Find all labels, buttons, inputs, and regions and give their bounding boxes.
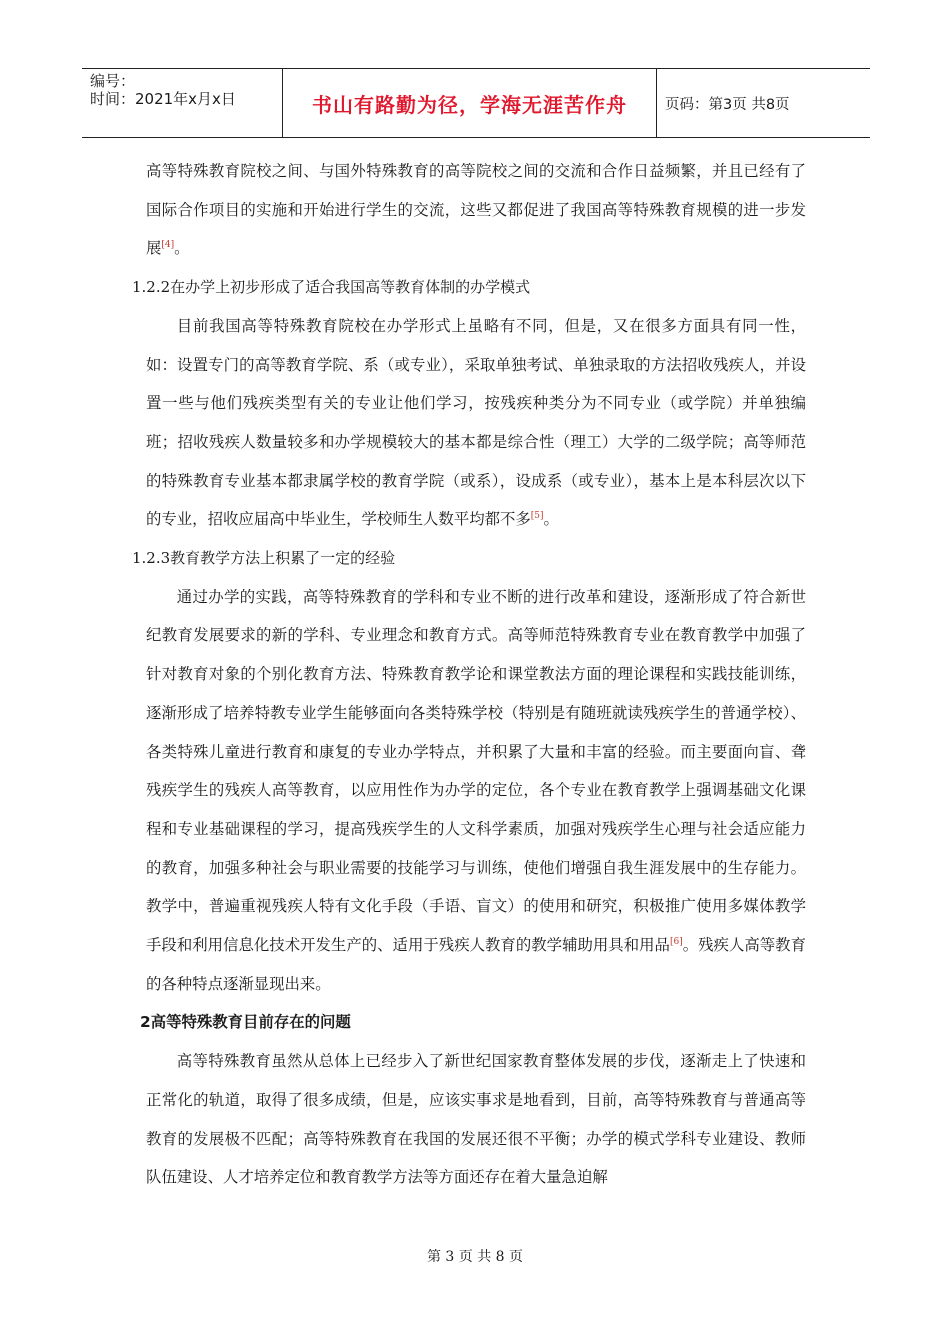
section-heading-1-2-2: 1.2.2在办学上初步形成了适合我国高等教育体制的办学模式 [132,278,531,297]
document-body [132,152,806,1197]
section-heading-1-2-3: 1.2.3教育教学方法上积累了一定的经验 [132,549,396,568]
section-heading-2: 2高等特殊教育目前存在的问题 [140,1013,351,1032]
paragraph-2-text: 目前我国高等特殊教育院校在办学形式上虽略有不同，但是，又在很多方面具有同一性，如：设置专门的高等教育学院、系（或专业），采取单独考试、单独录取的方法招收残疾人，并设置一些与他们残疾类型有关的专业让他们学习，按残疾种类分为不同专业（或学院）并单独编班；招收残疾人数量较多和办学规模较大的基本都是综合性（理工）大学的二级学院；高等师范的特殊教育专业基本都隶属学校的教育学院（或系），设成系（或专业），基本上是本科层次以下的专业，招收应届高中毕业生，学校师生人数平均都不多 [146,316,806,529]
header-motto-cell [282,69,657,137]
paragraph-4: 高等特殊教育虽然从总体上已经步入了新世纪国家教育整体发展的步伐，逐渐走上了快速和正常化的轨道，取得了很多成绩，但是，应该实事求是地看到，目前，高等特殊教育与普通高等教育的发展极不匹配；高等特殊教育在我国的发展还很不平衡；办学的模式学科专业建设、教师队伍建设、人才培养定位和教育教学方法等方面还存在着大量急迫解 [146,1052,806,1187]
paragraph-3-text: 通过办学的实践，高等特殊教育的学科和专业不断的进行改革和建设，逐渐形成了符合新世纪教育发展要求的新的学科、专业理念和教育方式。高等师范特殊教育专业在教育教学中加强了针对教育对象的个别化教育方法、特殊教育教学论和课堂教法方面的理论课程和实践技能训练，逐渐形成了培养特教专业学生能够面向各类特殊学校（特别是有随班就读残疾学生的普通学校）、各类特殊儿童进行教育和康复的专业办学特点，并积累了大量和丰富的经验。而主要面向盲、聋残疾学生的残疾人高等教育，以应用性作为办学的定位，各个专业在教育教学上强调基础文化课程和专业基础课程的学习，提高残疾学生的人文科学素质，加强对残疾学生心理与社会适应能力的教育，加强多种社会与职业需要的技能学习与训练，使他们增强自我生涯发展中的生存能力。教学中，普遍重视残疾人特有文化手段（手语、盲文）的使用和研究，积极推广使用多媒体教学手段和利用信息化技术开发生产的、适用于残疾人教育的教学辅助用具和用品 [146,587,806,955]
paragraph-2-end: 。 [543,510,559,529]
serial-number-label: 编号： [90,72,136,90]
paragraph-1-end: 。 [174,239,190,258]
header-page-info: 页码：第3页 共8页 [665,96,790,113]
header-meta [82,69,282,137]
paragraph-3-end: 。残疾人高等教育的各种特点逐渐显现出来。 [146,936,806,993]
page-footer: 第 3 页 共 8 页 [426,1249,524,1265]
paragraph-1-text: 高等特殊教育院校之间、与国外特殊教育的高等院校之间的交流和合作日益频繁，并且已经有了国际合作项目的实施和开始进行学生的交流，这些又都促进了我国高等特殊教育规模的进一步发展 [146,162,806,258]
citation-6: [6] [669,937,683,948]
date-line: 时间：2021年x月x日 [90,90,236,108]
paragraph-1 [146,152,806,268]
motto-text: 书山有路勤为径，学海无涯苦作舟 [312,92,627,117]
page-header [82,68,870,138]
paragraph-2 [146,307,806,539]
paragraph-3 [146,578,806,1004]
citation-4: [4] [161,240,175,251]
citation-5: [5] [530,511,544,522]
